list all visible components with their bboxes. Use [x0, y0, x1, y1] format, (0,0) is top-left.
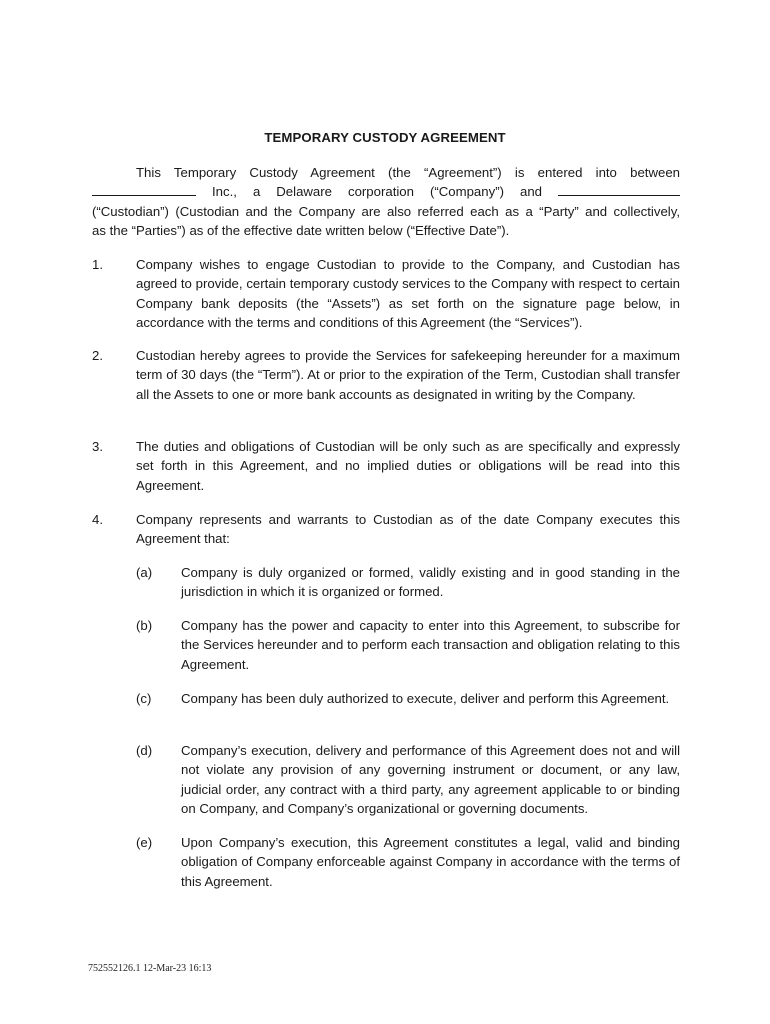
intro-line-3: (“Custodian”) (Custodian and the Company are also referred each as a “Party” and collectively, — [92, 203, 680, 219]
section-text: Company represents and warrants to Custodian as of the date Company executes this Agreement that: — [136, 512, 680, 547]
intro-line-1-text: This Temporary Custody Agreement (the “Agreement”) is entered into between — [136, 165, 680, 180]
section-number: 3. — [92, 439, 103, 454]
subsection-d — [136, 741, 680, 819]
subsection-letter: (a) — [136, 565, 153, 580]
section-1 — [92, 255, 680, 333]
section-3 — [92, 437, 680, 495]
subsection-c — [136, 689, 680, 708]
subsection-a — [136, 563, 680, 602]
section-text: The duties and obligations of Custodian will be only such as are specifically and expressly set forth in this Agreement, and no implied duties or obligations will be read into this Agreement. — [136, 439, 680, 493]
intro-line-4: as the “Parties”) as of the effective date written below (“Effective Date”). — [92, 223, 510, 239]
company-name-blank[interactable] — [92, 183, 196, 196]
subsection-text: Upon Company’s execution, this Agreement constitutes a legal, valid and binding obligation of Company enforceable against Company in accordance with the terms of this Agreement. — [181, 835, 680, 889]
subsection-text: Company has the power and capacity to enter into this Agreement, to subscribe for the Services hereunder and to perform each transaction and obligation relating to this Agreement. — [181, 618, 680, 672]
section-2 — [92, 346, 680, 404]
section-number: 2. — [92, 348, 103, 363]
intro-line-1 — [92, 163, 680, 182]
subsection-letter: (c) — [136, 691, 152, 706]
subsection-text: Company is duly organized or formed, validly existing and in good standing in the jurisdiction in which it is organized or formed. — [181, 565, 680, 600]
subsection-e — [136, 833, 680, 891]
subsection-text: Company has been duly authorized to execute, deliver and perform this Agreement. — [181, 691, 670, 706]
subsection-letter: (b) — [136, 618, 153, 633]
section-text: Custodian hereby agrees to provide the Services for safekeeping hereunder for a maximum term of 30 days (the “Term”). At or prior to the expiration of the Term, Custodian shall transfer all the Assets to one or more bank accounts as designated in writing by the Company. — [136, 348, 680, 402]
subsection-letter: (d) — [136, 743, 153, 758]
document-title: TEMPORARY CUSTODY AGREEMENT — [264, 130, 506, 145]
section-number: 1. — [92, 257, 103, 272]
subsection-text: Company’s execution, delivery and performance of this Agreement does not and will not violate any provision of any governing instrument or document, or any law, judicial order, any contract with a third party, any agreement applicable to or binding on Company, and Company’s organizational or governing documents. — [181, 743, 680, 817]
subsection-b — [136, 616, 680, 674]
custodian-name-blank[interactable] — [558, 183, 680, 196]
intro-line-2-text: Inc., a Delaware corporation (“Company”) and — [212, 184, 542, 200]
intro-line-2 — [92, 182, 680, 201]
section-4 — [92, 510, 680, 549]
section-number: 4. — [92, 512, 103, 527]
document-footer-id: 752552126.1 12-Mar-23 16:13 — [88, 963, 212, 974]
intro-paragraph — [92, 163, 680, 241]
section-text: Company wishes to engage Custodian to provide to the Company, and Custodian has agreed to provide, certain temporary custody services to the Company with respect to certain Company bank deposits (the “Assets”) as set forth on the signature page below, in accordance with the terms and conditions of this Agreement (the “Services”). — [136, 257, 680, 331]
subsection-letter: (e) — [136, 835, 153, 850]
